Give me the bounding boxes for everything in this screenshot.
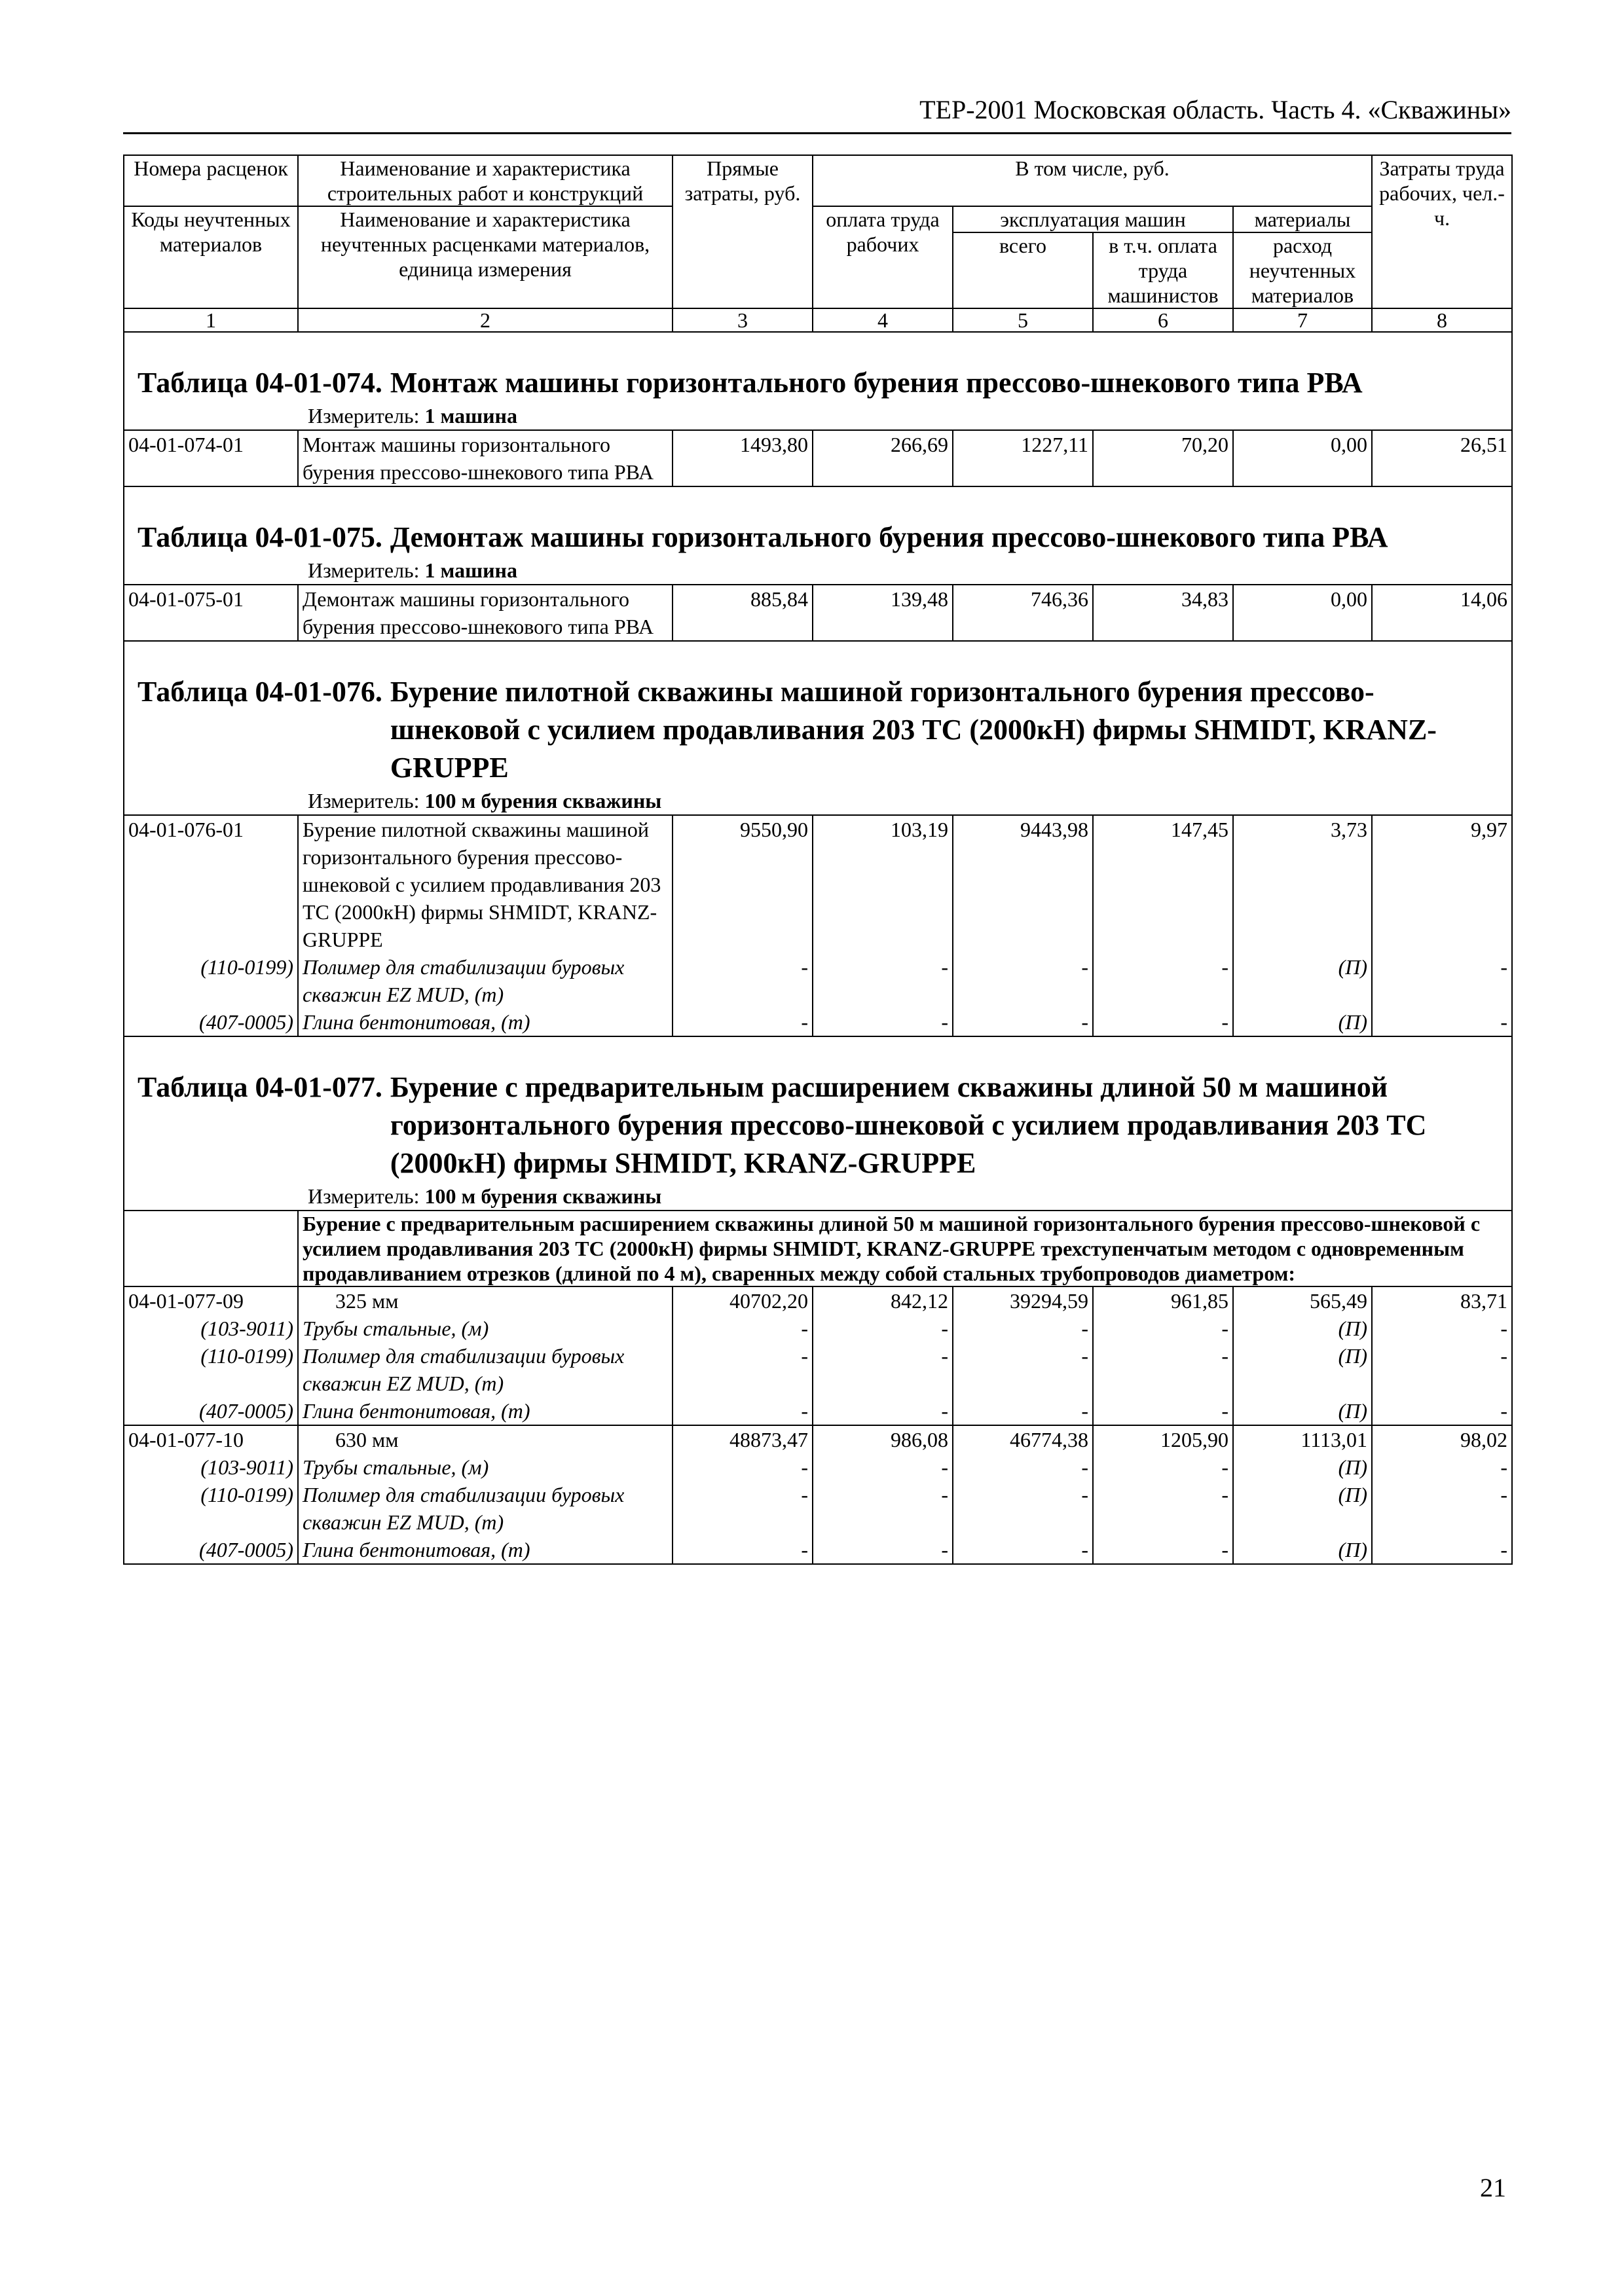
col7-header: расход неучтенных материалов [1233,232,1372,308]
table-label: Таблица 04-01-076. [138,676,382,708]
table-title: Монтаж машины горизонтального бурения прессово-шнекового типа РВА [390,367,1363,399]
value-c4: - [813,1342,953,1397]
rate-code: 04-01-075-01 [124,585,298,641]
section-title [138,364,1498,402]
material-row [124,1315,1512,1342]
material-name: Трубы стальные, (м) [298,1453,673,1481]
unit-line [124,787,1512,815]
column-number: 6 [1093,308,1233,332]
value-c6: - [1093,1536,1233,1564]
value-c5: - [953,1342,1093,1397]
value-c6: 34,83 [1093,585,1233,641]
value-c6: - [1093,1315,1233,1342]
value-c7: (П) [1233,1453,1372,1481]
material-code: (110-0199) [124,1481,298,1536]
group-header: В том числе, руб. [813,155,1372,206]
material-row [124,1453,1512,1481]
value-c8: - [1372,1342,1512,1397]
col3-header: Прямые затраты, руб. [673,155,813,308]
value-c6: - [1093,953,1233,1008]
material-code: (103-9011) [124,1315,298,1342]
table-label: Таблица 04-01-077. [138,1071,382,1103]
machines-header: эксплуатация машин [953,206,1233,232]
value-c4: - [813,1453,953,1481]
value-c8: 83,71 [1372,1286,1512,1315]
running-title: ТЕР-2001 Московская область. Часть 4. «Скважины» [123,90,1511,134]
column-number: 1 [124,308,298,332]
materials-header: материалы [1233,206,1372,232]
value-c5: 1227,11 [953,430,1093,486]
value-c7: 3,73 [1233,815,1372,953]
value-c3: - [673,1397,813,1425]
value-c4: - [813,953,953,1008]
rate-name: Бурение пилотной скважины машиной горизонтального бурения прессово-шнековой с усилием продавливания 203 ТС (2000кН) фирмы SHMIDT, KRANZ-GRUPPE [298,815,673,953]
value-c4: 139,48 [813,585,953,641]
value-c6: 1205,90 [1093,1425,1233,1453]
value-c8: 9,97 [1372,815,1512,953]
value-c8: - [1372,1315,1512,1342]
page-number: 21 [1480,2173,1506,2202]
value-c5: - [953,1481,1093,1536]
value-c7: (П) [1233,1397,1372,1425]
table-label: Таблица 04-01-075. [138,521,382,553]
value-c6: 147,45 [1093,815,1233,953]
unit-prefix: Измеритель: [308,558,420,582]
value-c5: - [953,1536,1093,1564]
value-c7: 0,00 [1233,430,1372,486]
rate-code: 04-01-076-01 [124,815,298,953]
value-c8: - [1372,1481,1512,1536]
value-c4: 986,08 [813,1425,953,1453]
value-c3: - [673,1481,813,1536]
section-title [138,673,1498,787]
col6-header: в т.ч. оплата труда машинистов [1093,232,1233,308]
column-number: 5 [953,308,1093,332]
table-title: Бурение с предварительным расширением скважины длиной 50 м машиной горизонтального бурения прессово-шнековой с усилием продавливания 203 ТС (2000кН) фирмы SHMIDT, KRANZ-GRUPPE [390,1071,1427,1179]
value-c3: - [673,1342,813,1397]
rate-name: Монтаж машины горизонтального бурения прессово-шнекового типа РВА [298,430,673,486]
rate-name: Демонтаж машины горизонтального бурения прессово-шнекового типа РВА [298,585,673,641]
value-c6: - [1093,1008,1233,1036]
value-c7: (П) [1233,1315,1372,1342]
value-c6: - [1093,1397,1233,1425]
value-c7: (П) [1233,1008,1372,1036]
value-c5: 46774,38 [953,1425,1093,1453]
value-c4: - [813,1008,953,1036]
material-name: Глина бентонитовая, (т) [298,1536,673,1564]
column-number: 7 [1233,308,1372,332]
value-c6: 70,20 [1093,430,1233,486]
value-c4: 842,12 [813,1286,953,1315]
value-c8: 98,02 [1372,1425,1512,1453]
material-code: (110-0199) [124,1342,298,1397]
value-c4: - [813,1315,953,1342]
rate-name: 630 мм [298,1425,673,1453]
material-row [124,1008,1512,1036]
value-c3: 1493,80 [673,430,813,486]
rate-code: 04-01-077-09 [124,1286,298,1315]
group-intro-text: Бурение с предварительным расширением скважины длиной 50 м машиной горизонтального бурения прессово-шнековой с усилием продавливания 203 ТС (2000кН) фирмы SHMIDT, KRANZ-GRUPPE трехступенчатым методом с одновременным продавливанием отрезков (длиной по 4 м), сваренных между собой стальных трубопроводов диаметром: [298,1211,1512,1286]
unit-value: 100 м бурения скважины [424,1184,662,1208]
value-c5: - [953,1315,1093,1342]
value-c3: - [673,1453,813,1481]
rate-name: 325 мм [298,1286,673,1315]
value-c5: - [953,953,1093,1008]
value-c3: - [673,1536,813,1564]
column-number: 2 [298,308,673,332]
rate-code: 04-01-077-10 [124,1425,298,1453]
col1-header-bottom: Коды неучтенных материалов [124,206,298,308]
value-c7: 0,00 [1233,585,1372,641]
table-label: Таблица 04-01-074. [138,367,382,399]
section-title [138,519,1498,556]
col5-header: всего [953,232,1093,308]
value-c8: - [1372,1453,1512,1481]
value-c6: 961,85 [1093,1286,1233,1315]
value-c3: 885,84 [673,585,813,641]
value-c6: - [1093,1453,1233,1481]
value-c8: 14,06 [1372,585,1512,641]
value-c7: (П) [1233,1536,1372,1564]
material-code: (407-0005) [124,1008,298,1036]
value-c4: 103,19 [813,815,953,953]
value-c6: - [1093,1342,1233,1397]
material-name: Полимер для стабилизации буровых скважин EZ MUD, (т) [298,953,673,1008]
material-name: Трубы стальные, (м) [298,1315,673,1342]
table-row [124,430,1512,486]
col2-header-top: Наименование и характеристика строительных работ и конструкций [298,155,673,206]
value-c4: - [813,1481,953,1536]
unit-value: 1 машина [424,558,517,582]
value-c5: - [953,1397,1093,1425]
table-row [124,1425,1512,1453]
col1-header-top: Номера расценок [124,155,298,206]
column-number: 4 [813,308,953,332]
value-c8: - [1372,953,1512,1008]
table-title: Бурение пилотной скважины машиной горизонтального бурения прессово-шнековой с усилием продавливания 203 ТС (2000кН) фирмы SHMIDT, KRANZ-GRUPPE [390,676,1437,784]
table-row [124,585,1512,641]
column-number: 3 [673,308,813,332]
value-c3: - [673,953,813,1008]
value-c3: 48873,47 [673,1425,813,1453]
material-code: (110-0199) [124,953,298,1008]
section-title [138,1068,1498,1182]
unit-line [124,402,1512,430]
col8-header: Затраты труда рабочих, чел.-ч. [1372,155,1512,308]
table-row [124,1286,1512,1315]
value-c4: - [813,1397,953,1425]
material-code: (407-0005) [124,1536,298,1564]
material-row [124,1397,1512,1425]
column-number: 8 [1372,308,1512,332]
material-name: Глина бентонитовая, (т) [298,1397,673,1425]
value-c3: - [673,1315,813,1342]
value-c7: (П) [1233,953,1372,1008]
value-c5: - [953,1453,1093,1481]
rate-code: 04-01-074-01 [124,430,298,486]
value-c6: - [1093,1481,1233,1536]
value-c8: 26,51 [1372,430,1512,486]
unit-line [124,556,1512,585]
material-row [124,1342,1512,1397]
value-c3: - [673,1008,813,1036]
value-c7: 565,49 [1233,1286,1372,1315]
value-c5: 9443,98 [953,815,1093,953]
value-c5: 39294,59 [953,1286,1093,1315]
value-c5: - [953,1008,1093,1036]
material-row [124,1481,1512,1536]
value-c7: 1113,01 [1233,1425,1372,1453]
material-row [124,1536,1512,1564]
material-code: (103-9011) [124,1453,298,1481]
rates-table [123,155,1513,1565]
value-c4: 266,69 [813,430,953,486]
material-code: (407-0005) [124,1397,298,1425]
unit-prefix: Измеритель: [308,404,420,428]
material-row [124,953,1512,1008]
value-c8: - [1372,1536,1512,1564]
value-c4: - [813,1536,953,1564]
unit-prefix: Измеритель: [308,1184,420,1208]
value-c8: - [1372,1397,1512,1425]
value-c8: - [1372,1008,1512,1036]
value-c5: 746,36 [953,585,1093,641]
material-name: Глина бентонитовая, (т) [298,1008,673,1036]
value-c7: (П) [1233,1481,1372,1536]
value-c3: 9550,90 [673,815,813,953]
value-c7: (П) [1233,1342,1372,1397]
table-row [124,815,1512,953]
material-name: Полимер для стабилизации буровых скважин EZ MUD, (т) [298,1342,673,1397]
table-title: Демонтаж машины горизонтального бурения прессово-шнекового типа РВА [390,521,1388,553]
value-c3: 40702,20 [673,1286,813,1315]
unit-value: 1 машина [424,404,517,428]
material-name: Полимер для стабилизации буровых скважин EZ MUD, (т) [298,1481,673,1536]
unit-prefix: Измеритель: [308,789,420,812]
unit-value: 100 м бурения скважины [424,789,662,812]
col4-header: оплата труда рабочих [813,206,953,308]
col2-header-bottom: Наименование и характеристика неучтенных расценками материалов, единица измерения [298,206,673,308]
unit-line [124,1182,1512,1211]
